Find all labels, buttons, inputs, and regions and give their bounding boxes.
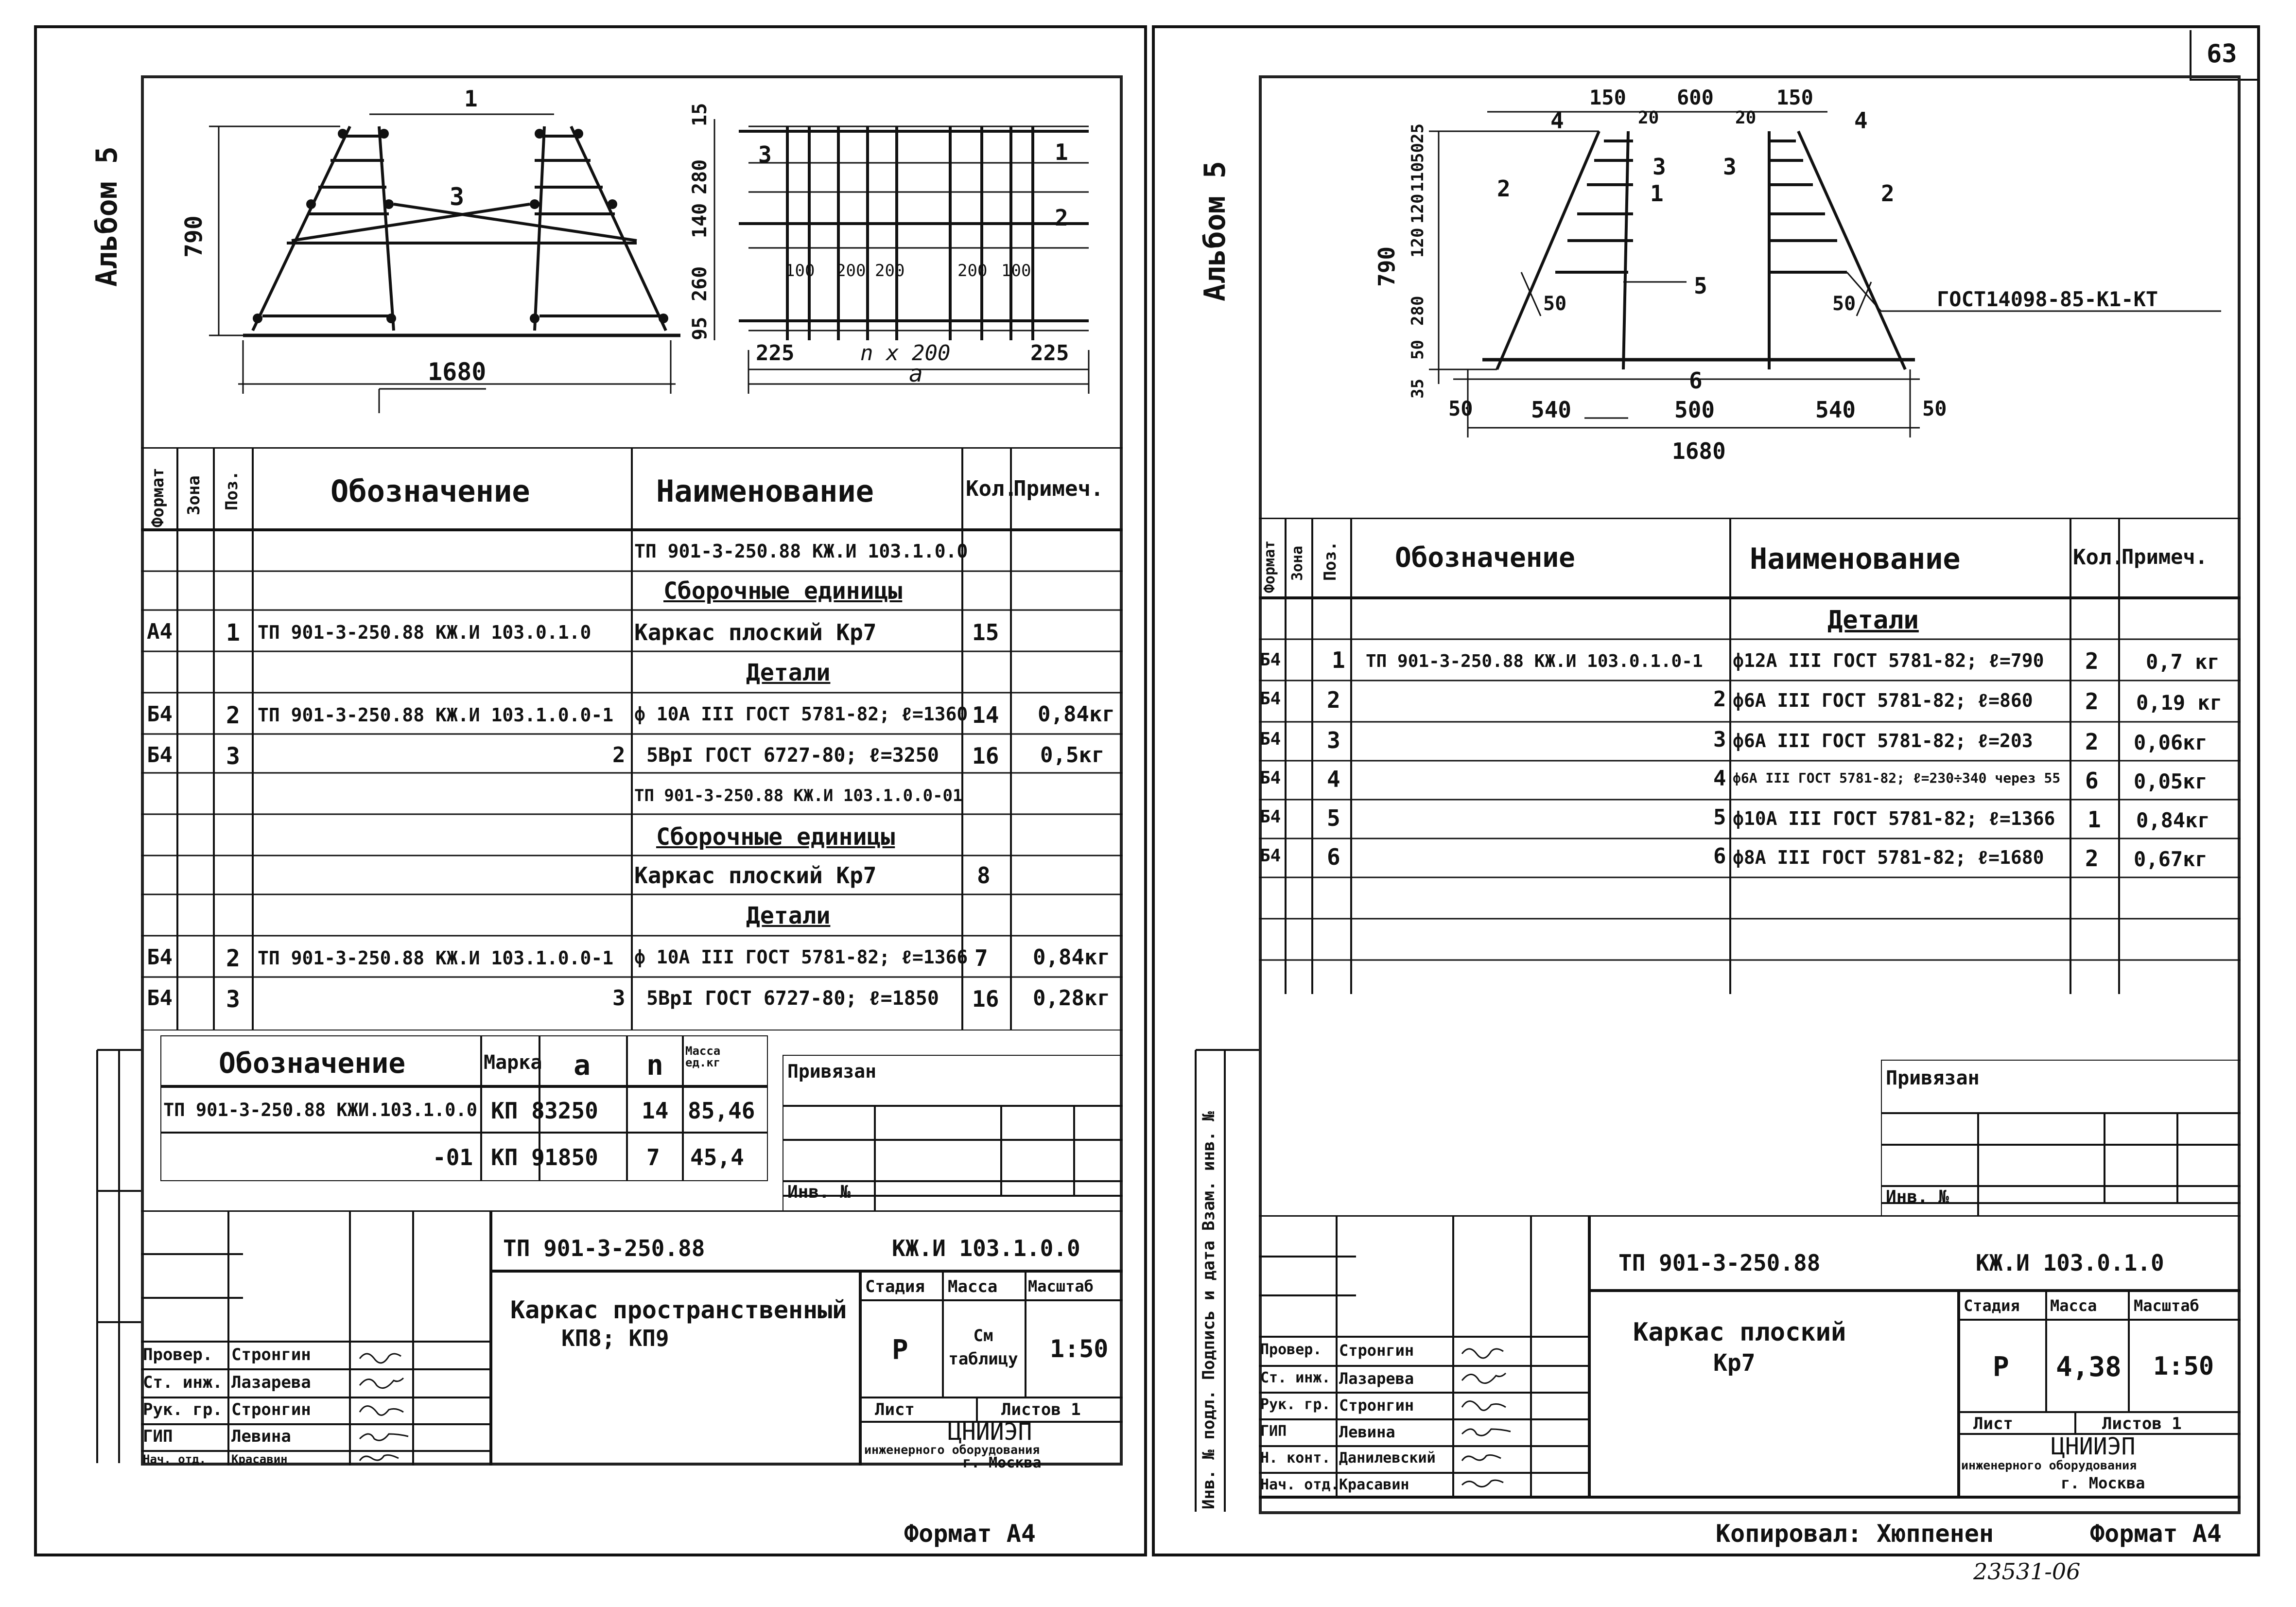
right-h-designation: Обозначение bbox=[1395, 542, 1575, 574]
bottom-code: 23531-06 bbox=[1973, 1558, 2081, 1585]
left-row-name: Каркас плоский Кр7 bbox=[634, 862, 877, 889]
variants-row-designation: ТП 901-3-250.88 КЖИ.103.1.0.0 bbox=[163, 1100, 478, 1120]
left-row-designation: ТП 901-3-250.88 КЖ.И 103.0.1.0 bbox=[258, 622, 591, 643]
variants-row-mark: КП 8 bbox=[491, 1098, 545, 1124]
right-bdim: 540 bbox=[1815, 397, 1856, 423]
left-row-name: Каркас плоский Кр7 bbox=[634, 619, 877, 646]
left-row-fmt: Б4 bbox=[147, 945, 173, 970]
left-tb-stage-h: Стадия bbox=[865, 1277, 925, 1296]
right-vdim: 280 bbox=[1408, 296, 1427, 326]
left-tb-name: Стронгин bbox=[231, 1400, 311, 1419]
left-tb-org2: инженерного оборудования bbox=[864, 1443, 1040, 1457]
variants-h-a: a bbox=[574, 1048, 591, 1082]
right-dim-790: 790 bbox=[1374, 246, 1400, 287]
right-h-name: Наименование bbox=[1750, 542, 1961, 576]
variants-row-n: 7 bbox=[646, 1144, 660, 1170]
left-grid-pos2: 2 bbox=[1055, 205, 1068, 231]
left-h-zone: Зона bbox=[184, 475, 204, 515]
left-grid-pos3: 3 bbox=[758, 141, 772, 168]
right-row-pos: 1 bbox=[1332, 647, 1345, 673]
left-tb-mass-h: Масса bbox=[948, 1277, 998, 1296]
right-row-fmt: Б4 bbox=[1260, 846, 1281, 866]
left-h-qty: Кол. bbox=[966, 476, 1017, 501]
left-variants-table bbox=[160, 1035, 768, 1181]
left-tb-stage: Р bbox=[892, 1334, 908, 1366]
left-h-name: Наименование bbox=[656, 473, 874, 509]
left-tb-role: Рук. гр. bbox=[143, 1400, 223, 1419]
variants-row-a: 1850 bbox=[544, 1144, 598, 1170]
left-title-block bbox=[141, 1210, 1123, 1471]
left-row-designation: 3 bbox=[612, 986, 626, 1011]
right-inv-no: Инв. № bbox=[1886, 1187, 1949, 1207]
left-row-designation: ТП 901-3-250.88 КЖ.И 103.1.0.0-1 bbox=[258, 947, 614, 969]
left-tb-code-right: КЖ.И 103.1.0.0 bbox=[892, 1235, 1080, 1261]
right-tb-sheet: Лист bbox=[1973, 1414, 2013, 1433]
right-tb-code-right: КЖ.И 103.0.1.0 bbox=[1976, 1250, 2164, 1276]
left-tb-name: Левина bbox=[231, 1427, 291, 1446]
right-dim-top: 150 bbox=[1776, 86, 1813, 109]
right-bdim: 50 bbox=[1922, 397, 1947, 420]
right-tb-sheets: Листов 1 bbox=[2102, 1414, 2182, 1433]
right-copied: Копировал: Хюппенен bbox=[1716, 1520, 1994, 1548]
left-label-3: 3 bbox=[450, 183, 465, 211]
variants-row-a: 3250 bbox=[544, 1098, 598, 1124]
left-album-label: Альбом 5 bbox=[90, 146, 124, 287]
right-row-note: 0,19 кг bbox=[2136, 691, 2223, 715]
left-format: Формат А4 bbox=[904, 1520, 1036, 1548]
left-dim-225-l: 225 bbox=[756, 341, 795, 366]
right-row-designation: 5 bbox=[1713, 805, 1726, 830]
right-row-designation: 3 bbox=[1713, 727, 1726, 752]
right-vdim: 110 bbox=[1408, 162, 1427, 192]
left-row-fmt: Б4 bbox=[147, 986, 173, 1011]
left-vdim-95: 95 bbox=[689, 316, 711, 340]
right-vdim: 50 bbox=[1408, 340, 1427, 360]
right-row-designation: ТП 901-3-250.88 КЖ.И 103.0.1.0-1 bbox=[1366, 651, 1703, 671]
variants-h-mass: Масса ед.кг bbox=[685, 1044, 721, 1069]
right-row-pos: 2 bbox=[1327, 687, 1340, 713]
right-vdim: 50 bbox=[1408, 143, 1427, 163]
right-dim-50-r: 50 bbox=[1832, 293, 1856, 315]
left-grid-dim: 200 bbox=[836, 261, 866, 280]
left-row-pos: 3 bbox=[226, 743, 240, 770]
right-pos5: 5 bbox=[1694, 273, 1707, 299]
right-tb-name: Данилевский bbox=[1339, 1450, 1436, 1467]
left-tb-name: Красавин bbox=[231, 1452, 288, 1466]
right-pos1: 1 bbox=[1650, 180, 1664, 207]
left-dim-nx200: n x 200 bbox=[860, 341, 951, 366]
left-row-name: 5ВрI ГОСТ 6727-80; ℓ=1850 bbox=[646, 987, 939, 1010]
left-inv-no: Инв. № bbox=[787, 1182, 851, 1202]
left-grid-dim: 100 bbox=[785, 261, 815, 280]
variants-row-mass: 85,46 bbox=[688, 1098, 755, 1124]
right-row-pos: 6 bbox=[1327, 844, 1340, 870]
right-row-pos: 3 bbox=[1327, 727, 1340, 753]
right-h-qty: Кол. bbox=[2073, 545, 2124, 570]
left-row-pos: 1 bbox=[226, 619, 240, 646]
left-row-section: Сборочные единицы bbox=[656, 823, 895, 851]
right-tb-role: Провер. bbox=[1260, 1341, 1322, 1358]
right-vdim: 120 bbox=[1408, 227, 1427, 258]
left-row-pos: 3 bbox=[226, 986, 240, 1013]
left-row-name: 5ВрI ГОСТ 6727-80; ℓ=3250 bbox=[646, 744, 939, 767]
left-tb-role: Нач. отд. bbox=[143, 1452, 207, 1466]
left-dim-a: a bbox=[909, 360, 923, 387]
right-row-name: ф6А III ГОСТ 5781-82; ℓ=230÷340 через 55 bbox=[1733, 770, 2061, 786]
left-tb-sheets: Листов 1 bbox=[1001, 1400, 1081, 1419]
right-tb-role: Рук. гр. bbox=[1260, 1396, 1331, 1413]
left-vdim-15: 15 bbox=[689, 103, 711, 126]
left-row-fmt: Б4 bbox=[147, 743, 173, 768]
right-tb-org3: г. Москва bbox=[2061, 1474, 2145, 1492]
variants-row-mass: 45,4 bbox=[690, 1144, 744, 1170]
right-tb-signatures bbox=[1457, 1337, 1530, 1497]
left-h-note: Примеч. bbox=[1013, 476, 1104, 501]
right-row-qty: 2 bbox=[2085, 688, 2099, 715]
right-vdim: 120 bbox=[1408, 193, 1427, 224]
left-tb-name: Стронгин bbox=[231, 1345, 311, 1364]
left-row-designation: 2 bbox=[612, 743, 626, 768]
left-tb-name: Лазарева bbox=[231, 1373, 311, 1392]
right-tb-name: Левина bbox=[1339, 1423, 1395, 1441]
right-tb-subtitle: Кр7 bbox=[1713, 1349, 1756, 1377]
right-tb-role: Нач. отд. bbox=[1260, 1476, 1339, 1493]
left-privyazan-block bbox=[783, 1055, 1123, 1210]
right-tb-stage-h: Стадия bbox=[1964, 1296, 2020, 1315]
left-row-pos: 2 bbox=[226, 702, 240, 729]
right-tb-role: ГИП bbox=[1260, 1423, 1287, 1440]
left-tb-org3: г. Москва bbox=[962, 1454, 1042, 1471]
right-pos4-r: 4 bbox=[1854, 107, 1868, 134]
left-vdim-140: 140 bbox=[689, 203, 711, 238]
right-tb-code-left: ТП 901-3-250.88 bbox=[1618, 1250, 1821, 1276]
right-bdim: 540 bbox=[1531, 397, 1572, 423]
right-row-qty: 2 bbox=[2085, 729, 2099, 755]
left-tb-sheet: Лист bbox=[875, 1400, 915, 1419]
left-row-fmt: Б4 bbox=[147, 702, 173, 727]
right-row-qty: 2 bbox=[2085, 648, 2099, 674]
right-row-fmt: Б4 bbox=[1260, 807, 1281, 827]
left-row-note: 0,84кг bbox=[1033, 945, 1110, 970]
left-row-qty: 16 bbox=[972, 986, 999, 1012]
right-row-note: 0,06кг bbox=[2134, 731, 2208, 754]
left-row-name: ТП 901-3-250.88 КЖ.И 103.1.0.0-01 bbox=[634, 786, 963, 805]
right-row-pos: 5 bbox=[1327, 805, 1340, 831]
right-tb-role: Ст. инж. bbox=[1260, 1369, 1331, 1386]
left-row-designation: ТП 901-3-250.88 КЖ.И 103.1.0.0-1 bbox=[258, 704, 614, 726]
page-number: 63 bbox=[2207, 39, 2237, 69]
right-tb-mass-h: Масса bbox=[2050, 1296, 2097, 1315]
right-section: Детали bbox=[1827, 606, 1919, 635]
left-row-section: Детали bbox=[746, 659, 831, 686]
left-row-note: 0,28кг bbox=[1033, 986, 1110, 1011]
right-row-name: ф6А III ГОСТ 5781-82; ℓ=203 bbox=[1733, 730, 2033, 751]
right-tb-role: Н. конт. bbox=[1260, 1450, 1331, 1467]
right-tb-name: Лазарева bbox=[1339, 1369, 1414, 1388]
left-row-name: ф 10А III ГОСТ 5781-82; ℓ=1366 bbox=[634, 946, 968, 968]
variants-row-designation: -01 bbox=[433, 1144, 473, 1170]
variants-row-n: 14 bbox=[642, 1098, 669, 1124]
left-dim-790: 790 bbox=[180, 215, 208, 258]
right-row-qty: 1 bbox=[2087, 806, 2101, 833]
right-pos2-l: 2 bbox=[1497, 175, 1511, 202]
left-row-name: ТП 901-3-250.88 КЖ.И 103.1.0.0 bbox=[634, 541, 968, 562]
right-row-qty: 6 bbox=[2085, 768, 2099, 794]
left-dim-1680: 1680 bbox=[428, 358, 487, 386]
right-dim-top: 600 bbox=[1677, 86, 1714, 109]
left-grid-dim: 200 bbox=[957, 261, 988, 280]
right-row-fmt: Б4 bbox=[1260, 689, 1281, 709]
right-tb-org1: ЦНИИЭП bbox=[2051, 1433, 2136, 1460]
left-tb-scale: 1:50 bbox=[1050, 1335, 1109, 1363]
left-tb-signatures bbox=[355, 1342, 433, 1466]
right-h-pos: Поз. bbox=[1321, 541, 1340, 581]
left-row-fmt: А4 bbox=[147, 619, 173, 644]
right-side-stamp: Инв. № подл. Подпись и дата Взам. инв. № bbox=[1199, 1111, 1218, 1509]
right-dim-50-l: 50 bbox=[1543, 293, 1567, 315]
right-pos4-l: 4 bbox=[1550, 107, 1564, 134]
left-row-qty: 14 bbox=[972, 702, 999, 728]
left-row-qty: 7 bbox=[974, 945, 988, 971]
right-title-block bbox=[1259, 1215, 2241, 1514]
right-row-designation: 2 bbox=[1713, 687, 1726, 712]
left-privyazan: Привязан bbox=[787, 1061, 877, 1082]
right-spec-table bbox=[1259, 518, 2241, 994]
right-row-note: 0,05кг bbox=[2134, 769, 2208, 793]
left-vdim-260: 260 bbox=[689, 266, 711, 301]
right-tb-title: Каркас плоский bbox=[1633, 1318, 1846, 1347]
right-privyazan: Привязан bbox=[1886, 1067, 1980, 1089]
left-tb-role: Провер. bbox=[143, 1345, 213, 1364]
right-vdim: 35 bbox=[1408, 379, 1427, 399]
right-tb-stage: Р bbox=[1993, 1351, 2009, 1383]
right-pos6: 6 bbox=[1689, 367, 1703, 394]
left-row-qty: 8 bbox=[977, 862, 991, 889]
left-row-qty: 16 bbox=[972, 743, 999, 769]
left-dim-225-r: 225 bbox=[1030, 341, 1069, 366]
right-row-name: ф8А III ГОСТ 5781-82; ℓ=1680 bbox=[1733, 847, 2044, 868]
variants-h-n: n bbox=[646, 1048, 663, 1082]
left-h-designation: Обозначение bbox=[330, 473, 530, 509]
right-format: Формат А4 bbox=[2090, 1520, 2222, 1548]
left-h-format: Формат bbox=[148, 468, 168, 527]
left-row-qty: 15 bbox=[972, 619, 999, 646]
right-row-qty: 2 bbox=[2085, 845, 2099, 872]
right-pos2-r: 2 bbox=[1881, 180, 1895, 207]
right-h-format: Формат bbox=[1261, 540, 1278, 593]
right-dim-top: 150 bbox=[1589, 86, 1626, 109]
left-grid-dim: 100 bbox=[1001, 261, 1031, 280]
left-tb-mass: См таблицу bbox=[948, 1326, 1018, 1369]
variants-row-mark: КП 9 bbox=[491, 1144, 545, 1170]
left-tb-scale-h: Масштаб bbox=[1028, 1277, 1094, 1295]
left-grid-dim: 200 bbox=[875, 261, 905, 280]
right-tb-mass: 4,38 bbox=[2056, 1351, 2122, 1383]
right-vdim: 25 bbox=[1408, 123, 1427, 143]
left-tb-role: ГИП bbox=[143, 1427, 173, 1446]
right-row-note: 0,84кг bbox=[2136, 808, 2210, 832]
right-tb-name: Красавин bbox=[1339, 1476, 1409, 1493]
right-pos3-r: 3 bbox=[1723, 154, 1737, 180]
left-dim-1: 1 bbox=[464, 86, 478, 112]
right-row-name: ф10А III ГОСТ 5781-82; ℓ=1366 bbox=[1733, 808, 2055, 829]
right-tb-scale: 1:50 bbox=[2153, 1352, 2214, 1381]
right-dim-1680: 1680 bbox=[1672, 438, 1726, 464]
left-grid-pos1: 1 bbox=[1055, 139, 1068, 165]
right-row-fmt: Б4 bbox=[1260, 650, 1281, 670]
left-row-name: ф 10А III ГОСТ 5781-82; ℓ=1360 bbox=[634, 703, 968, 725]
right-album-label: Альбом 5 bbox=[1198, 161, 1232, 301]
left-tb-subtitle: КП8; КП9 bbox=[561, 1325, 669, 1351]
right-h-note: Примеч. bbox=[2122, 545, 2208, 569]
right-tb-scale-h: Масштаб bbox=[2134, 1296, 2199, 1315]
left-tb-role: Ст. инж. bbox=[143, 1373, 223, 1392]
variants-h-designation: Обозначение bbox=[219, 1047, 406, 1080]
right-dim-20: 20 bbox=[1638, 108, 1659, 128]
right-bdim: 50 bbox=[1448, 397, 1473, 420]
right-row-name: ф12А III ГОСТ 5781-82; ℓ=790 bbox=[1733, 650, 2044, 671]
left-tb-code-left: ТП 901-3-250.88 bbox=[503, 1235, 705, 1261]
right-pos3-l: 3 bbox=[1652, 154, 1666, 180]
right-privyazan-block bbox=[1881, 1060, 2241, 1215]
left-row-pos: 2 bbox=[226, 945, 240, 972]
right-row-fmt: Б4 bbox=[1260, 729, 1281, 749]
left-row-note: 0,84кг bbox=[1038, 702, 1115, 727]
left-h-pos: Поз. bbox=[222, 471, 242, 510]
left-row-section: Сборочные единицы bbox=[663, 577, 903, 605]
variants-h-mark: Марка bbox=[484, 1051, 542, 1074]
right-row-pos: 4 bbox=[1327, 766, 1340, 792]
right-row-name: ф6А III ГОСТ 5781-82; ℓ=860 bbox=[1733, 690, 2033, 711]
left-vdim-280: 280 bbox=[689, 159, 711, 194]
right-tb-name: Стронгин bbox=[1339, 1341, 1414, 1360]
right-row-designation: 4 bbox=[1713, 766, 1726, 791]
right-tb-org2: инженерного оборудования bbox=[1961, 1458, 2137, 1472]
left-tb-org1: ЦНИИЭП bbox=[948, 1418, 1032, 1446]
right-row-designation: 6 bbox=[1713, 844, 1726, 869]
left-row-note: 0,5кг bbox=[1040, 743, 1105, 768]
right-h-zone: Зона bbox=[1289, 545, 1306, 581]
right-row-note: 0,7 кг bbox=[2146, 650, 2220, 674]
right-dim-20: 20 bbox=[1735, 108, 1757, 128]
left-tb-title: Каркас пространственный bbox=[510, 1296, 847, 1324]
right-tb-name: Стронгин bbox=[1339, 1396, 1414, 1415]
right-row-note: 0,67кг bbox=[2134, 847, 2208, 871]
page-number-box bbox=[2190, 30, 2257, 81]
right-gost: ГОСТ14098-85-К1-КТ bbox=[1937, 287, 2158, 311]
right-row-fmt: Б4 bbox=[1260, 768, 1281, 788]
right-bdim: 500 bbox=[1674, 397, 1715, 423]
left-row-section: Детали bbox=[746, 902, 831, 929]
